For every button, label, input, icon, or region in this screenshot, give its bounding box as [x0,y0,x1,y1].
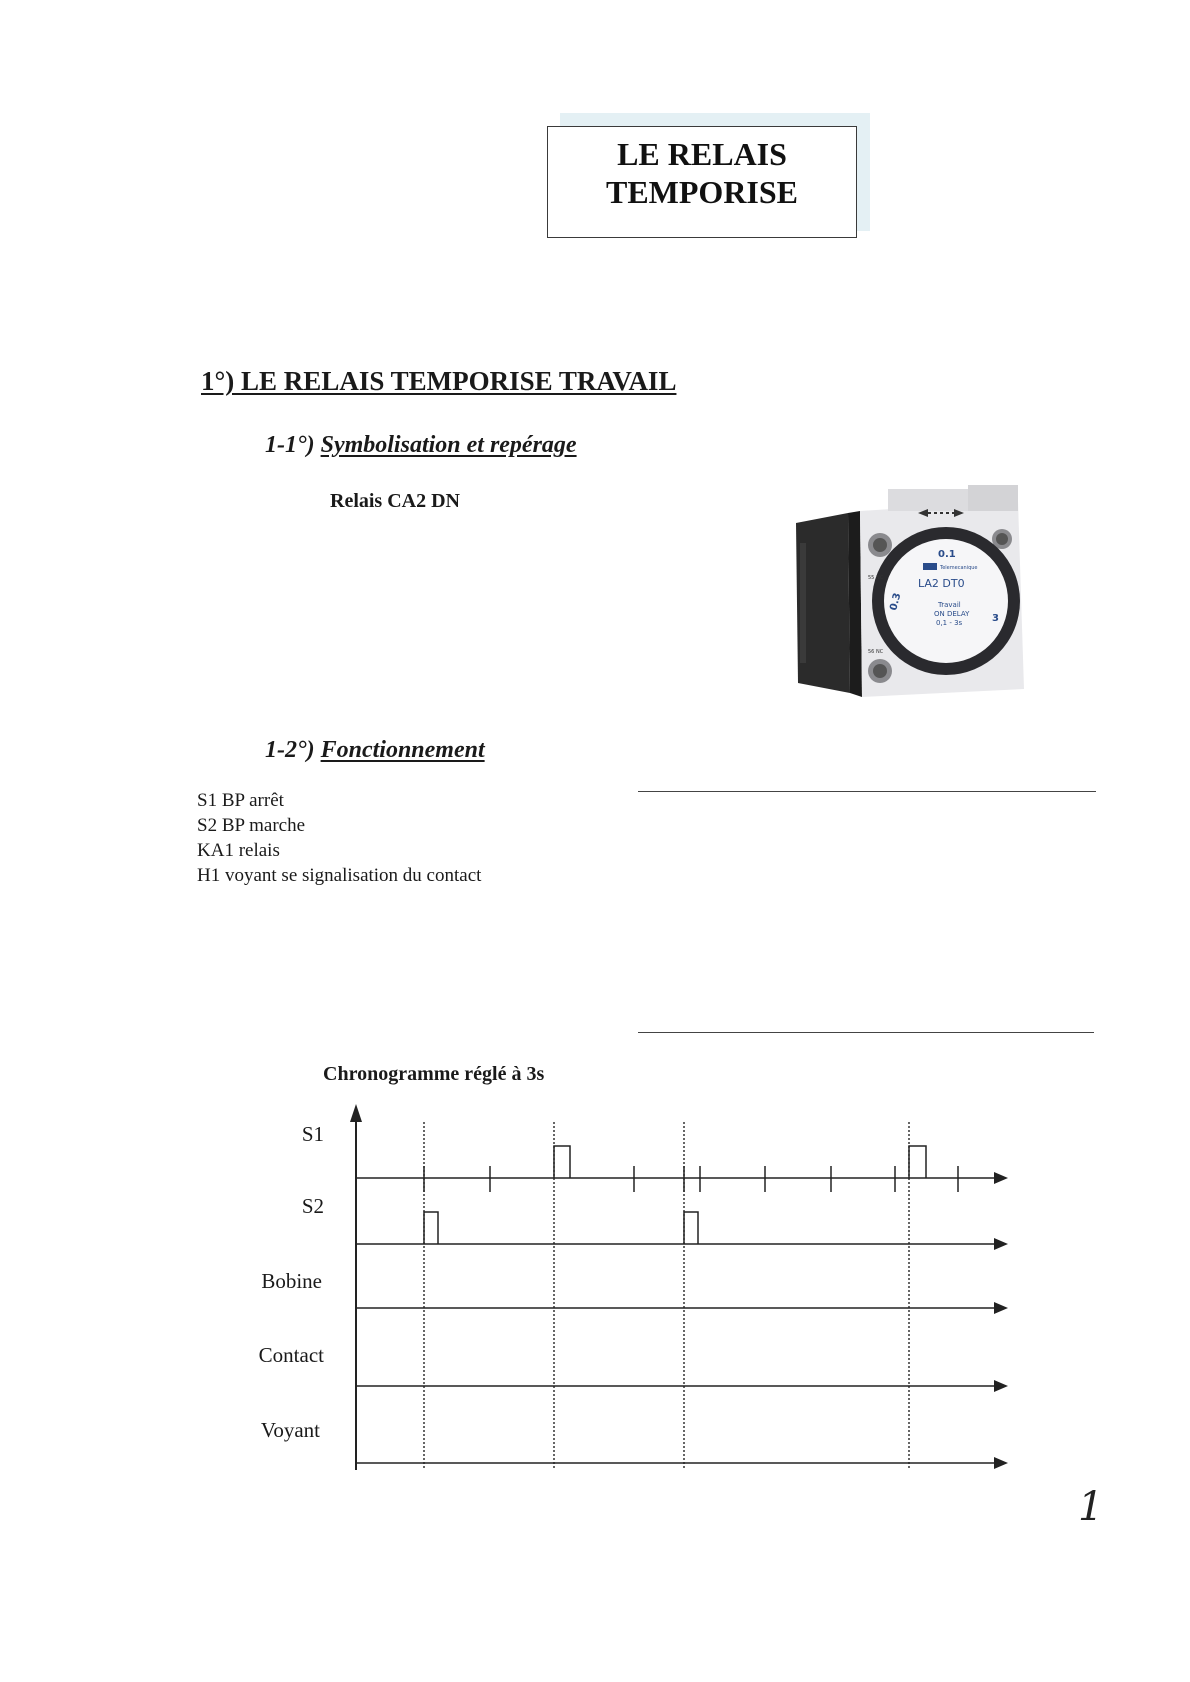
signal-label-s2: S2 [301,1194,324,1218]
legend-item: KA1 relais [197,840,280,861]
dial-mark: 0.1 [938,549,956,560]
legend-item: S2 BP marche [197,815,306,836]
blank-line [638,791,1096,792]
dial-mark: 0.3 [888,591,904,612]
signal-label-voyant: Voyant [260,1418,320,1442]
dial-brand: Telemecanique [940,565,978,571]
blank-line [638,1032,1094,1033]
s1-pulse [909,1146,926,1178]
s2-pulse [424,1212,438,1244]
document-title [547,126,857,238]
legend-item: H1 voyant se signalisation du contact [197,865,482,886]
side-mark: 56 NC [868,649,884,655]
subheading-symbolisation [265,432,577,459]
signal-label-bobine: Bobine [261,1269,322,1293]
dial-mode: ON DELAY [934,610,970,618]
arrowhead [994,1238,1008,1250]
dial-mode: 0,1 - 3s [936,619,963,627]
title-line-2: TEMPORISE [605,174,799,210]
dial-mode: Travail [938,601,961,609]
title-line-1: LE RELAIS [617,136,787,172]
arrowhead [994,1457,1008,1469]
signal-label-s1: S1 [301,1122,324,1146]
legend-item: S1 BP arrêt [197,790,284,811]
side-mark: 55 NC [868,575,884,581]
arrowhead [994,1172,1008,1184]
dial-mark: 3 [992,613,999,624]
subheading-number: 1-2°) [265,737,315,763]
subheading-fonctionnement [265,737,485,764]
vertical-axis-arrow [350,1104,362,1122]
relay-label: Relais CA2 DN [330,490,460,512]
component-legend [197,788,481,888]
page-number: 1 [1078,1484,1104,1530]
dial-model: LA2 DT0 [918,577,965,590]
time-ticks [424,1166,958,1192]
subheading-title: Fonctionnement [320,737,485,763]
arrowhead [994,1302,1008,1314]
s1-pulse [554,1146,570,1178]
subheading-title: Symbolisation et repérage [320,432,577,458]
arrowhead [994,1380,1008,1392]
s2-pulse [684,1212,698,1244]
section-heading: 1°) LE RELAIS TEMPORISE TRAVAIL [201,366,677,396]
chronogram-title: Chronogramme réglé à 3s [323,1063,545,1085]
relay-photo [788,483,1046,711]
subheading-number: 1-1°) [265,432,315,458]
signal-label-contact: Contact [258,1343,324,1367]
chronogram-diagram [0,1100,1190,1500]
